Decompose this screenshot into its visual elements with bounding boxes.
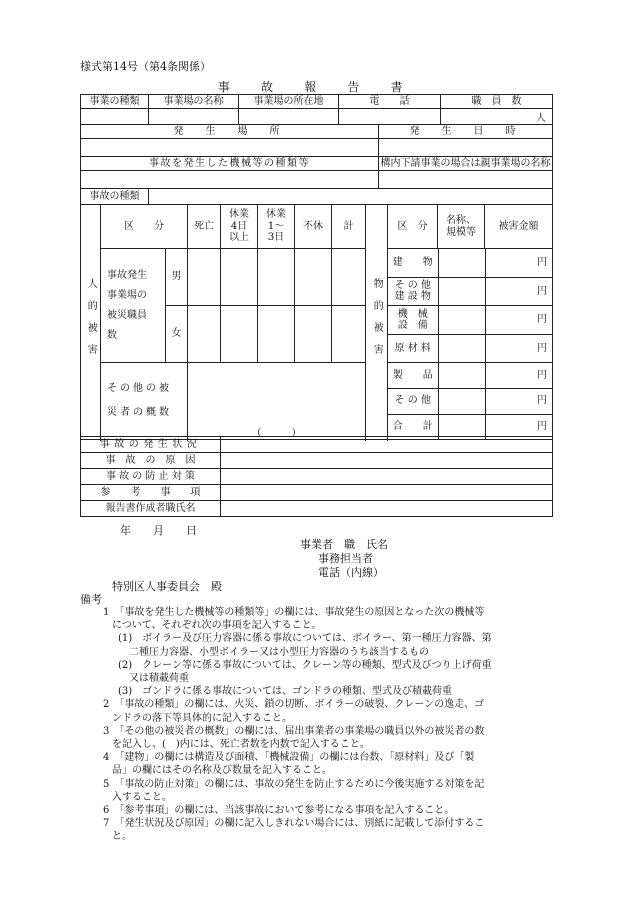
prop-row-2-amount[interactable]: 円	[485, 306, 553, 334]
notes-title: 備考	[80, 593, 102, 606]
h-scale: 名称、 規模等	[438, 205, 485, 249]
note-line: について、それぞれ次の事項を記入すること。	[112, 620, 322, 632]
phone-field[interactable]	[339, 109, 441, 125]
unit-label: 人	[536, 112, 546, 124]
female-4days[interactable]	[221, 306, 258, 363]
h-accident-type: 事故の種類	[81, 189, 149, 205]
cause-field[interactable]	[221, 453, 553, 469]
prop-row-6: 合 計	[388, 414, 438, 439]
report-date: 年 月 日	[120, 524, 197, 537]
bottom-table	[80, 436, 553, 517]
prop-row-3-amount[interactable]: 円	[485, 334, 553, 362]
situation-field[interactable]	[221, 437, 553, 453]
prop-row-3-scale[interactable]	[438, 334, 485, 362]
prop-block-3	[388, 363, 553, 440]
prop-row-1: そ の 他 建 設 物	[388, 277, 438, 305]
female-total[interactable]	[332, 306, 366, 363]
note-line: 品」の欄にはその名称及び数量を記入すること。	[112, 765, 332, 777]
datetime-field[interactable]	[379, 139, 553, 157]
h-cause: 事 故 の 原 因	[81, 453, 221, 469]
note-line: 2 「事故の種類」の欄には、火災、鎖の切断、ボイラーの破裂、クレーンの逸走、ゴ	[103, 699, 485, 711]
note-line: を記入し、( )内には、死亡者数を内数で記入すること。	[112, 739, 370, 750]
prevention-field[interactable]	[221, 469, 553, 485]
prop-row-2: 機 械 設 備	[388, 306, 438, 334]
female-death[interactable]	[188, 306, 221, 363]
page-title: 事 故 報 告 書	[217, 80, 413, 94]
note-line: 又は積載荷重	[129, 673, 189, 684]
prop-row-0-amount[interactable]: 円	[485, 249, 553, 277]
note-line: と。	[112, 831, 132, 843]
deaths-paren: （ ）	[251, 427, 302, 439]
male-total[interactable]	[332, 249, 366, 306]
prop-row-1-amount[interactable]: 円	[485, 277, 553, 305]
accident-type-field[interactable]	[149, 189, 553, 205]
h-4days: 休業 4日 以上	[221, 205, 258, 249]
note-line: (2) クレーン等に係る事故については、クレーン等の種類、型式及びつり上げ荷重	[118, 659, 492, 671]
form-id: 様式第14号（第4条関係）	[80, 60, 211, 73]
staff-field[interactable]	[441, 109, 553, 125]
prop-block-1	[388, 249, 553, 306]
others-label: その他の被 災者の概数	[101, 363, 188, 440]
h-parent: 構内下請事業の場合は親事業場の名称	[380, 157, 551, 169]
business-type-field[interactable]	[81, 109, 149, 125]
site-name-field[interactable]	[149, 109, 239, 125]
prop-row-0-scale[interactable]	[438, 249, 485, 277]
prop-row-4: 製 品	[388, 363, 438, 388]
male-4days[interactable]	[221, 249, 258, 306]
male-1to3[interactable]	[258, 249, 295, 306]
reporter-field[interactable]	[221, 501, 553, 517]
employees-label: 事故発生 事業場の 被災職員 数	[101, 249, 166, 363]
place-field[interactable]	[81, 139, 379, 157]
reference-field[interactable]	[221, 485, 553, 501]
male-death[interactable]	[188, 249, 221, 306]
property-damage-side: 物的被害	[366, 205, 388, 440]
prop-row-6-amount[interactable]: 円	[485, 414, 553, 439]
h-machine: 事故を発生した機械等の種類等	[81, 157, 379, 171]
note-line: 二種圧力容器、小型ボイラー又は小型圧力容器のうち該当するもの	[129, 646, 429, 658]
phone-ext-line: 電話（内線）	[318, 566, 384, 579]
prop-row-4-scale[interactable]	[438, 363, 485, 388]
h-situation: 事故の発生状況	[81, 437, 221, 453]
damage-table	[80, 204, 553, 440]
note-line: 4 「建物」の欄には構造及び面積、「機械設備」の欄には台数、「原材料」及び「製	[103, 752, 475, 764]
parent-field[interactable]	[379, 171, 553, 189]
h-datetime: 発 生 日 時	[379, 125, 553, 139]
prop-row-2-scale[interactable]	[438, 306, 485, 334]
note-line: 5 「事故の防止対策」の欄には、事故の発生を防止するために今後実施する対策を記	[103, 778, 485, 790]
note-line: (1) ボイラー及び圧力容器に係る事故については、ボイラー、第一種圧力容器、第	[118, 633, 492, 645]
prop-row-0: 建 物	[388, 249, 438, 277]
female-1to3[interactable]	[258, 306, 295, 363]
note-line: (3) ゴンドラに係る事故については、ゴンドラの種類、型式及び積載荷重	[118, 686, 452, 698]
prop-row-5: そ の 他	[388, 388, 438, 414]
female-label: 女	[166, 306, 188, 363]
addressee: 特別区人事委員会 殿	[112, 580, 222, 593]
h-reference: 参 考 事 項	[81, 485, 221, 501]
h-death: 死亡	[188, 205, 221, 249]
header-table	[80, 94, 553, 205]
male-label: 男	[166, 249, 188, 306]
h-reporter: 報告書作成者職氏名	[81, 501, 221, 517]
signer-line: 事業者 職 氏名	[300, 538, 388, 551]
h-total: 計	[332, 205, 366, 249]
h-staff: 職 員 数	[441, 95, 553, 109]
others-count-field[interactable]	[188, 363, 366, 440]
prop-row-3: 原 材 料	[388, 334, 438, 362]
h-business-type: 事業の種類	[81, 95, 149, 109]
h-phone: 電 話	[339, 95, 441, 109]
h-site-name: 事業場の名称	[149, 95, 239, 109]
note-line: 7 「発生状況及び原因」の欄に記入しきれない場合には、別紙に記載して添付するこ	[103, 818, 485, 830]
site-location-field[interactable]	[239, 109, 339, 125]
prop-row-4-amount[interactable]: 円	[485, 363, 553, 388]
female-none[interactable]	[295, 306, 332, 363]
note-line: 6 「参考事項」の欄には、当該事故において参考になる事項を記入すること。	[103, 805, 455, 816]
clerk-line: 事務担当者	[318, 552, 373, 565]
h-amount: 被害金額	[485, 205, 553, 249]
h-place: 発 生 場 所	[81, 125, 379, 139]
note-line: 1 「事故を発生した機械等の種類等」の欄には、事故発生の原因となった次の機械等	[103, 607, 485, 618]
machine-field[interactable]	[81, 171, 379, 189]
h-kubun: 区 分	[101, 205, 188, 249]
h-prop-kubun: 区 分	[388, 205, 438, 249]
note-line: ンドラの落下等具体的に記入すること。	[112, 712, 292, 724]
h-none: 不休	[295, 205, 332, 249]
h-1to3: 休業 1〜 3日	[258, 205, 295, 249]
h-prevention: 事 故 の 防 止 対 策	[81, 469, 221, 485]
prop-row-5-scale[interactable]	[438, 388, 485, 414]
note-line: 3 「その他の被災者の概数」の欄には、届出事業者の事業場の職員以外の被災者の数	[103, 725, 485, 737]
note-line: 入すること。	[112, 791, 172, 803]
prop-row-5-amount[interactable]: 円	[485, 388, 553, 414]
human-damage-side: 人的被害	[81, 205, 101, 440]
prop-block-2	[388, 306, 553, 363]
male-none[interactable]	[295, 249, 332, 306]
h-site-location: 事業場の所在地	[239, 95, 339, 109]
prop-row-1-scale[interactable]	[438, 277, 485, 305]
